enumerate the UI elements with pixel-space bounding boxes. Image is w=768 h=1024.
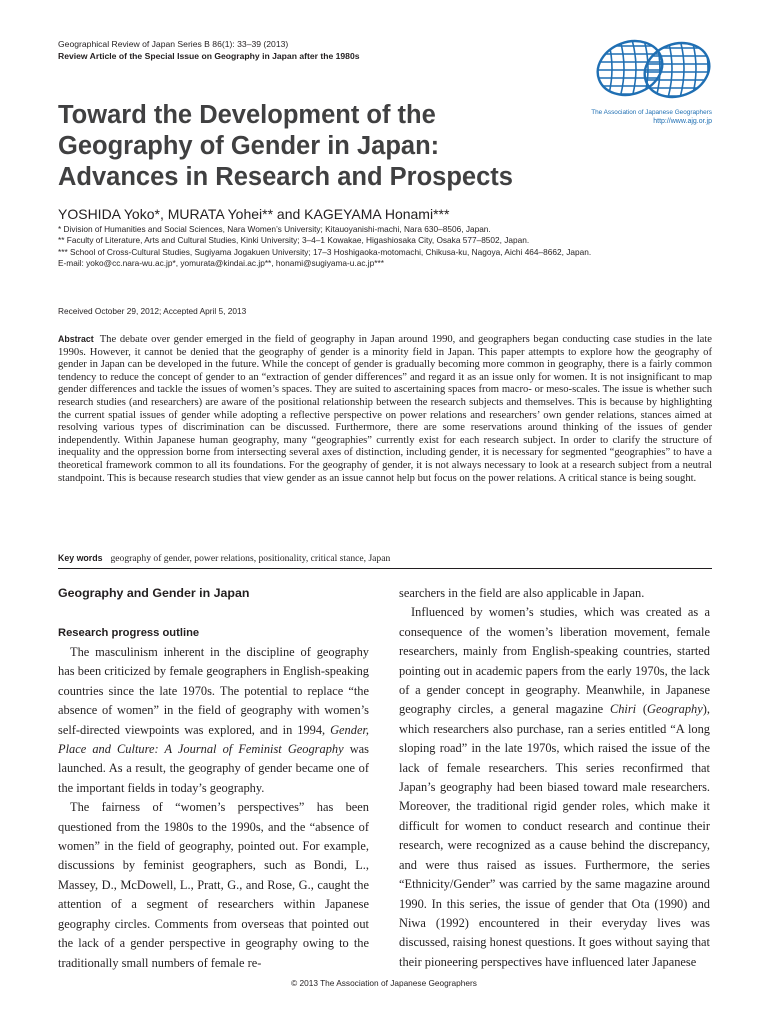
magazine-title: Chiri — [609, 702, 637, 717]
association-url[interactable]: http://www.ajg.or.jp — [653, 118, 712, 125]
title-line: Geography of Gender in Japan: — [58, 132, 440, 160]
keywords-label: Key words — [58, 553, 103, 563]
abstract-text: The debate over gender emerged in the field of geography in Japan around 1990, and geographers began conducting case studies in the late 1990s. However, it cannot be denied that the geography of gender is a minority field in Japan. This paper attempts to explore how the geography of gender in Japan can be developed in the future. While the concept of gender is gradually becoming more common in geography, there is a fairly common tendency to reduce the concept of gender to an “extraction of gender differences” and regard it as an issue only for women. It is not insignificant to map gender differences and tackle the issues of women’s spaces. They are suited to ascertaining spaces from macro- or meso-scales. The issue is whether such research studies (and researchers) are aware of the positional relationship between the research subjects and themselves. This is because by highlighting the current spatial issues of gender while adopting a reflective perspective on power relations and researchers’ own gender relations, stances aimed at resolving various types of discrimination can be discussed. Furthermore, there are some reservations around thinking of the issues of gender independently. Within Japanese human geography, many “geographies” currently exist for each research subject. In order to clarify the structure of inequality and the oppression borne from intersecting several axes of distinction, including gender, it is necessary for segmented “geographies” to have a theoretical framework common to all its foundations. For the geography of gender, it is not always necessary to look at a research subject from a neutral standpoint. This is because research studies that view gender as an issue cannot help but focus on the power relations. A critical stance is being sought. — [58, 334, 712, 484]
globe-logo-icon — [590, 28, 715, 110]
affiliation-line: ** Faculty of Literature, Arts and Cultural Studies, Kinki University; 3–4–1 Kowakae, Higashiosaka City, Osaka 577–8502, Japan. — [58, 235, 530, 246]
keywords-text: geography of gender, power relations, positionality, critical stance, Japan — [110, 553, 391, 564]
affiliation-line: *** School of Cross-Cultural Studies, Sugiyama Jogakuen University; 17–3 Hoshigaoka-motomachi, Chikusa-ku, Nagoya, Aichi 464–8662, Japan. — [58, 246, 592, 257]
body-paragraph — [399, 603, 710, 972]
body-paragraph: searchers in the field are also applicable in Japan. — [399, 586, 645, 600]
body-paragraph: The fairness of “women’s perspectives” has been questioned from the 1980s to the 1990s, and the “absence of women” in the field of geography, pointed out. For example, discussions by feminist geographers, such as Bondi, L., Massey, D., McDowell, L., Pratt, G., and Rose, G., caught the attention of a segment of researchers within Japanese geography circles. Comments from overseas that pointed out the lack of a gender perspective in geography owing to the traditionally small numbers of female re- — [58, 800, 369, 970]
affiliations — [58, 224, 718, 270]
email-line: E-mail: yoko@cc.nara-wu.ac.jp*, yomurata@kindai.ac.jp**, honami@sugiyama-u.ac.jp*** — [58, 258, 384, 269]
body-column-right — [399, 584, 710, 972]
journal-title: Gender, Place and Culture: A Journal of Feminist Geography — [58, 722, 369, 757]
author-list: YOSHIDA Yoko*, MURATA Yohei** and KAGEYAMA Honami*** — [58, 206, 450, 222]
body-column-left — [58, 584, 369, 973]
paragraph-text: was launched. As a result, the geography of gender became one of the important fields in today’s geography. — [58, 742, 369, 795]
review-category-line: Review Article of the Special Issue on Geography in Japan after the 1980s — [58, 51, 360, 61]
section-heading: Geography and Gender in Japan — [58, 586, 250, 600]
keywords — [58, 552, 712, 565]
article-title — [58, 100, 558, 193]
association-name: The Association of Japanese Geographers — [591, 109, 712, 116]
body-paragraph — [58, 643, 369, 798]
divider — [58, 568, 712, 569]
paragraph-text: Influenced by women’s studies, which was created as a consequence of the women’s liberation movement, female researchers, mainly from English-speaking countries, started pointing out in academic papers from the early 1970s, the lack of a gender concept in geography. Meanwhile, in Japanese geography circles, a general magazine — [399, 605, 710, 717]
abstract-label: Abstract — [58, 334, 94, 344]
subsection-heading: Research progress outline — [58, 627, 200, 639]
affiliation-line: * Division of Humanities and Social Sciences, Nara Women’s University; Kitauoyanishi-machi, Nara 630–8506, Japan. — [58, 224, 491, 234]
journal-series-line: Geographical Review of Japan Series B 86(1): 33–39 (2013) — [58, 39, 289, 49]
magazine-title-english: Geography — [647, 702, 703, 717]
abstract — [58, 333, 712, 485]
received-dates: Received October 29, 2012; Accepted April 5, 2013 — [58, 306, 247, 316]
paragraph-text: ), which researchers also purchase, ran a series entitled “A long sloping road” in the late 1970s, which raised the issue of the lack of female researchers. This series reconfirmed that Japan’s geography had been biased toward male researchers. Moreover, the traditional rigid gender roles, which make it difficult for women to conduct research and continue their research, were recognized as a cause behind the discrepancy, and were thus raised as issues. Furthermore, the series “Ethnicity/Gender” was carried by the same magazine around 1990. In this series, the issue of gender that Ota (1990) and Niwa (1992) encountered in their everyday lives was discussed, raising honest questions. It goes without saying that their pioneering perspectives have influenced later Japanese — [399, 702, 710, 969]
title-line: Toward the Development of the — [58, 101, 436, 129]
copyright-footer: © 2013 The Association of Japanese Geographers — [291, 978, 477, 988]
title-line: Advances in Research and Prospects — [58, 163, 513, 191]
paren-open: ( — [636, 702, 647, 717]
paragraph-text: The masculinism inherent in the discipline of geography has been criticized by female geographers in English-speaking countries since the late 1970s. The potential to replace “the absence of women” in the field of geography with women’s self-directed viewpoints was explored, and in 1994, — [58, 645, 369, 737]
